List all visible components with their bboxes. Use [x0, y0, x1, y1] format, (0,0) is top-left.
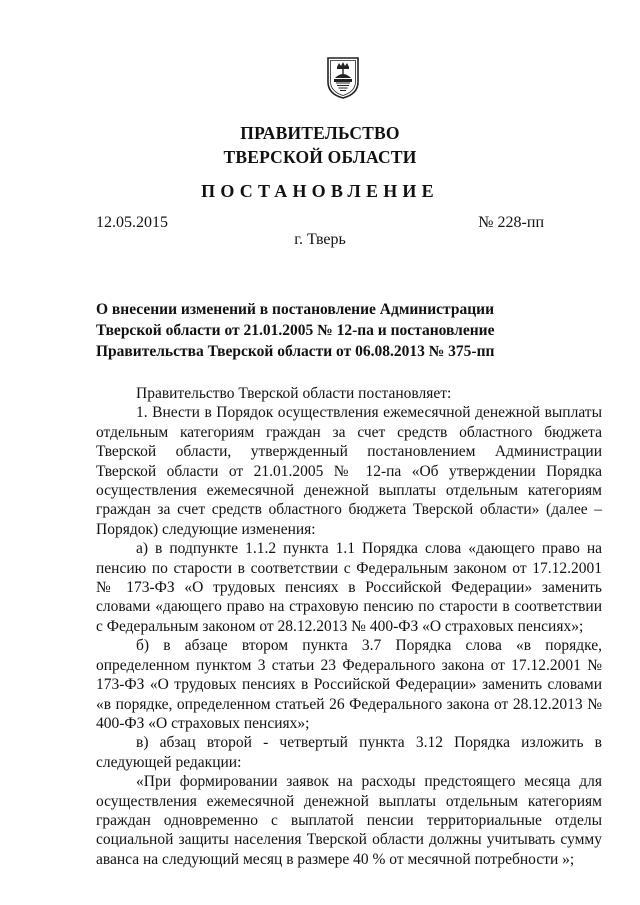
- body-paragraph: б) в абзаце втором пункта 3.7 Порядка слова «в порядке, определенном пунктом 3 статьи 23 Федерального закона от 17.12.2001 № 173-ФЗ «О трудовых пенсиях в Российской Федерации» заменить словами «в порядке, определенном статьей 26 Федерального закона от 28.12.2013 № 400-ФЗ «О страховых пенсиях»;: [96, 637, 602, 732]
- org-line-2: ТВЕРСКОЙ ОБЛАСТИ: [223, 147, 417, 167]
- body-paragraph: Правительство Тверской области постановляет:: [136, 385, 452, 402]
- coat-of-arms-icon: [326, 56, 360, 100]
- document-city: г. Тверь: [294, 231, 346, 248]
- subject-line-2: Тверской области от 21.01.2005 № 12-па и постановление: [96, 322, 495, 339]
- organization-name: [0, 121, 640, 169]
- document-type: ПОСТАНОВЛЕНИЕ: [201, 181, 439, 201]
- document-subject: [96, 299, 516, 362]
- org-line-1: ПРАВИТЕЛЬСТВО: [240, 123, 400, 143]
- subject-line-1: О внесении изменений в постановление Администрации: [96, 301, 495, 318]
- subject-line-3: Правительства Тверской области от 06.08.2013 № 375-пп: [96, 343, 495, 360]
- body-paragraph: а) в подпункте 1.1.2 пункта 1.1 Порядка слова «дающего право на пенсию по старости в соответствии с Федеральным законом от 17.12.2001 № 173-ФЗ «О трудовых пенсиях в Российской Федерации» заменить словами «дающего право на страховую пенсию по старости в соответствии с Федеральным законом от 28.12.2013 № 400-ФЗ «О страховых пенсиях»;: [96, 540, 602, 635]
- body-paragraph: в) абзац второй - четвертый пункта 3.12 Порядка изложить в следующей редакции:: [96, 734, 602, 771]
- document-date: 12.05.2015: [96, 214, 168, 231]
- body-paragraph: 1. Внести в Порядок осуществления ежемесячной денежной выплаты отдельным категориям граждан за счет средств областного бюджета Тверской области, утвержденный постановлением Администрации Тверской области от 21.01.2005 № 12-па «Об утверждении Порядка осуществления ежемесячной денежной выплаты отдельным категориям граждан за счет средств областного бюджета Тверской области» (далее – Порядок) следующие изменения:: [96, 404, 602, 538]
- document-number: № 228-пп: [478, 214, 544, 231]
- document-body: [96, 384, 602, 869]
- body-paragraph: «При формировании заявок на расходы предстоящего месяца для осуществления ежемесячной денежной выплаты отдельным категориям граждан одновременно с выплатой пенсии территориальные отделы социальной защиты населения Тверской области должны учитывать сумму аванса на следующий месяц в размере 40 % от месячной потребности »;: [96, 773, 602, 868]
